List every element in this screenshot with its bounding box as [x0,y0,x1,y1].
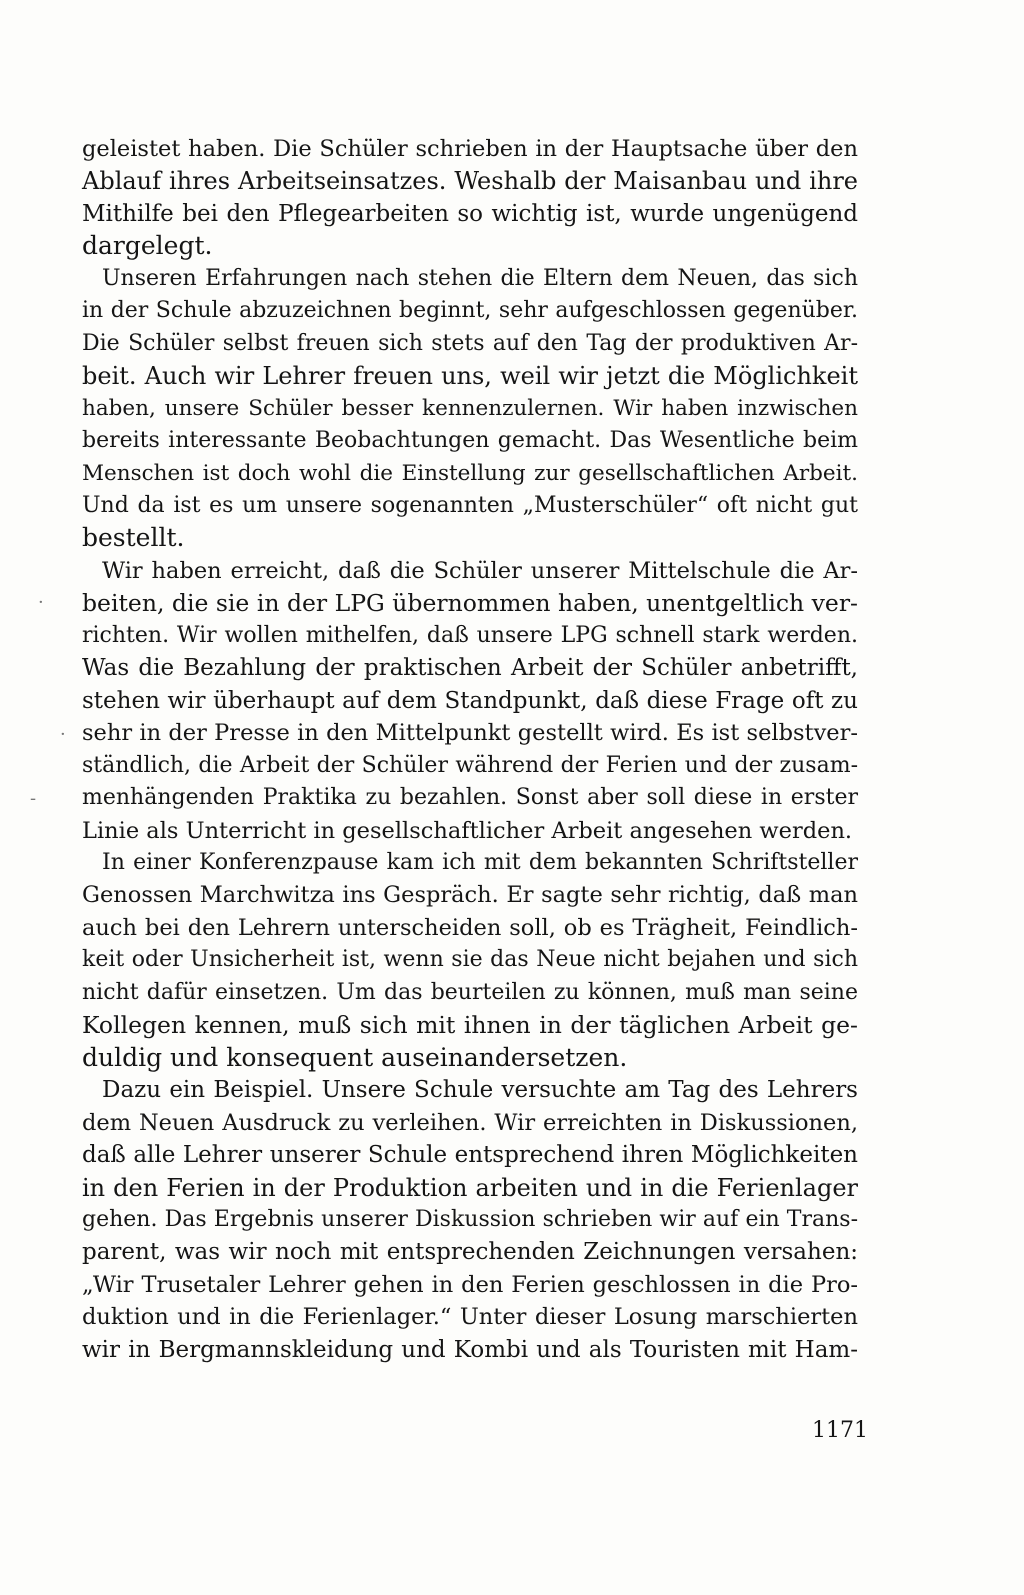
text-line: Linie als Unterricht in gesellschaftlicher Arbeit angesehen werden. [82,817,853,844]
text-line: Mithilfe bei den Pflegearbeiten so wichtig ist, wurde ungenügend [82,200,858,227]
margin-dot: · [60,724,66,745]
text-line: Dazu ein Beispiel. Unsere Schule versuchte am Tag des Lehrers [102,1077,858,1104]
text-line: Die Schüler selbst freuen sich stets auf den Tag der produktiven Ar- [82,330,858,356]
text-line: duktion und in die Ferienlager.“ Unter dieser Losung marschierten [82,1304,858,1331]
text-line: Und da ist es um unsere sogenannten „Musterschüler“ oft nicht gut [82,492,858,518]
text-line: keit oder Unsicherheit ist, wenn sie das Neue nicht bejahen und sich [82,947,858,973]
text-line: gehen. Das Ergebnis unserer Diskussion schrieben wir auf ein Trans- [82,1206,858,1232]
text-line: Unseren Erfahrungen nach stehen die Eltern dem Neuen, das sich [102,265,858,291]
text-line: „Wir Trusetaler Lehrer gehen in den Ferien geschlossen in die Pro- [82,1271,858,1298]
text-line: Was die Bezahlung der praktischen Arbeit der Schüler anbetrifft, [82,655,858,682]
text-line: beit. Auch wir Lehrer freuen uns, weil wir jetzt die Möglichkeit [82,362,858,391]
text-line: bereits interessante Beobachtungen gemacht. Das Wesentliche beim [82,428,858,454]
text-line: ständlich, die Arbeit der Schüler während der Ferien und der zusam- [82,752,858,778]
body-text [82,133,858,1366]
margin-dash: - [30,788,37,809]
text-line: in der Schule abzuzeichnen beginnt, sehr aufgeschlossen gegenüber. [82,298,858,324]
text-line: geleistet haben. Die Schüler schrieben in der Hauptsache über den [82,136,858,162]
text-line: bestellt. [82,523,185,553]
text-line: Ablauf ihres Arbeitseinsatzes. Weshalb der Maisanbau und ihre [82,167,858,196]
text-line: dem Neuen Ausdruck zu verleihen. Wir erreichten in Diskussionen, [82,1109,858,1136]
text-line: beiten, die sie in der LPG übernommen haben, unentgeltlich ver- [82,589,858,618]
text-line: in den Ferien in der Produktion arbeiten und in die Ferienlager [82,1173,858,1202]
text-line: haben, unsere Schüler besser kennenzulernen. Wir haben inzwischen [82,395,858,421]
text-line: parent, was wir noch mit entsprechenden Zeichnungen versahen: [82,1239,858,1266]
text-line: In einer Konferenzpause kam ich mit dem bekannten Schriftsteller [102,849,858,875]
text-line: nicht dafür einsetzen. Um das beurteilen zu können, muß man seine [82,979,858,1005]
margin-dot: · [38,592,44,613]
text-line: wir in Bergmannskleidung und Kombi und als Touristen mit Ham- [82,1336,858,1363]
text-line: dargelegt. [82,231,213,261]
text-line: richten. Wir wollen mithelfen, daß unsere LPG schnell stark werden. [82,622,858,648]
text-line: Menschen ist doch wohl die Einstellung zur gesellschaftlichen Arbeit. [82,460,858,486]
text-line: duldig und konsequent auseinandersetzen. [82,1042,628,1072]
page-number: 1171 [812,1418,868,1443]
text-line: menhängenden Praktika zu bezahlen. Sonst aber soll diese in erster [82,785,858,811]
text-line: Wir haben erreicht, daß die Schüler unserer Mittelschule die Ar- [102,557,858,584]
text-line: sehr in der Presse in den Mittelpunkt gestellt wird. Es ist selbstver- [82,720,858,747]
text-line: Genossen Marchwitza ins Gespräch. Er sagte sehr richtig, daß man [82,882,858,909]
text-line: daß alle Lehrer unserer Schule entsprechend ihren Möglichkeiten [82,1142,858,1169]
text-line: stehen wir überhaupt auf dem Standpunkt, daß diese Frage oft zu [82,687,858,714]
text-line: auch bei den Lehrern unterscheiden soll, ob es Trägheit, Feindlich- [82,914,858,941]
text-line: Kollegen kennen, muß sich mit ihnen in der täglichen Arbeit ge- [82,1011,858,1040]
